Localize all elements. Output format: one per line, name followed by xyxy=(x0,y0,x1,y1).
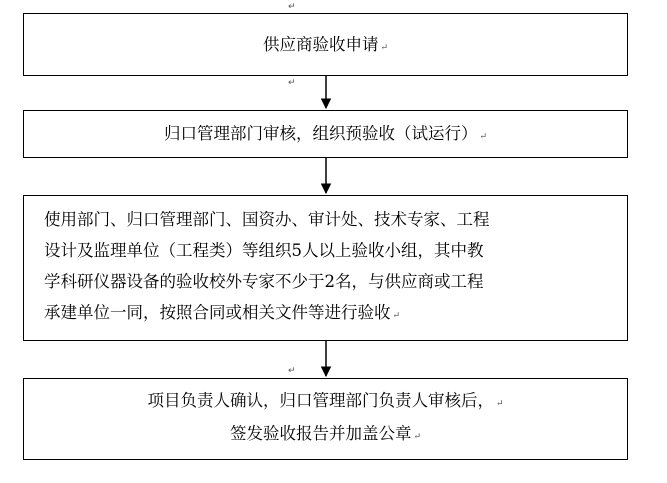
node-text-line: 学科研仪器设备的验收校外专家不少于2名，与供应商或工程 xyxy=(44,272,484,291)
paragraph-mark: ↵ xyxy=(413,432,422,442)
node-label: 归口管理部门审核，组织预验收（试运行） xyxy=(163,124,478,144)
node-text-line: 项目负责人确认，归口管理部门负责人审核后， xyxy=(147,391,494,410)
node-sign-acceptance-report xyxy=(23,378,628,460)
node-text-line: 设计及监理单位（工程类）等组织5人以上验收小组，其中教 xyxy=(44,241,484,260)
paragraph-mark: ↵ xyxy=(380,42,389,53)
node-text-line: 承建单位一同，按照合同或相关文件等进行验收 xyxy=(44,303,391,322)
node-department-review-pre-acceptance xyxy=(23,110,628,158)
paragraph-mark: ↵ xyxy=(288,78,296,88)
paragraph-mark: ↵ xyxy=(288,2,296,12)
paragraph-mark: ↵ xyxy=(392,311,401,321)
node-acceptance-group-inspection xyxy=(23,195,628,341)
paragraph-mark: ↵ xyxy=(288,366,296,376)
node-text-line: 签发验收报告并加盖公章 xyxy=(229,424,412,443)
paragraph-mark: ↵ xyxy=(495,399,504,409)
node-supplier-acceptance-application xyxy=(23,13,628,76)
paragraph-mark: ↵ xyxy=(479,132,488,143)
node-label: 供应商验收申请 xyxy=(262,34,379,54)
node-text-line: 使用部门、归口管理部门、国资办、审计处、技术专家、工程 xyxy=(44,210,490,229)
